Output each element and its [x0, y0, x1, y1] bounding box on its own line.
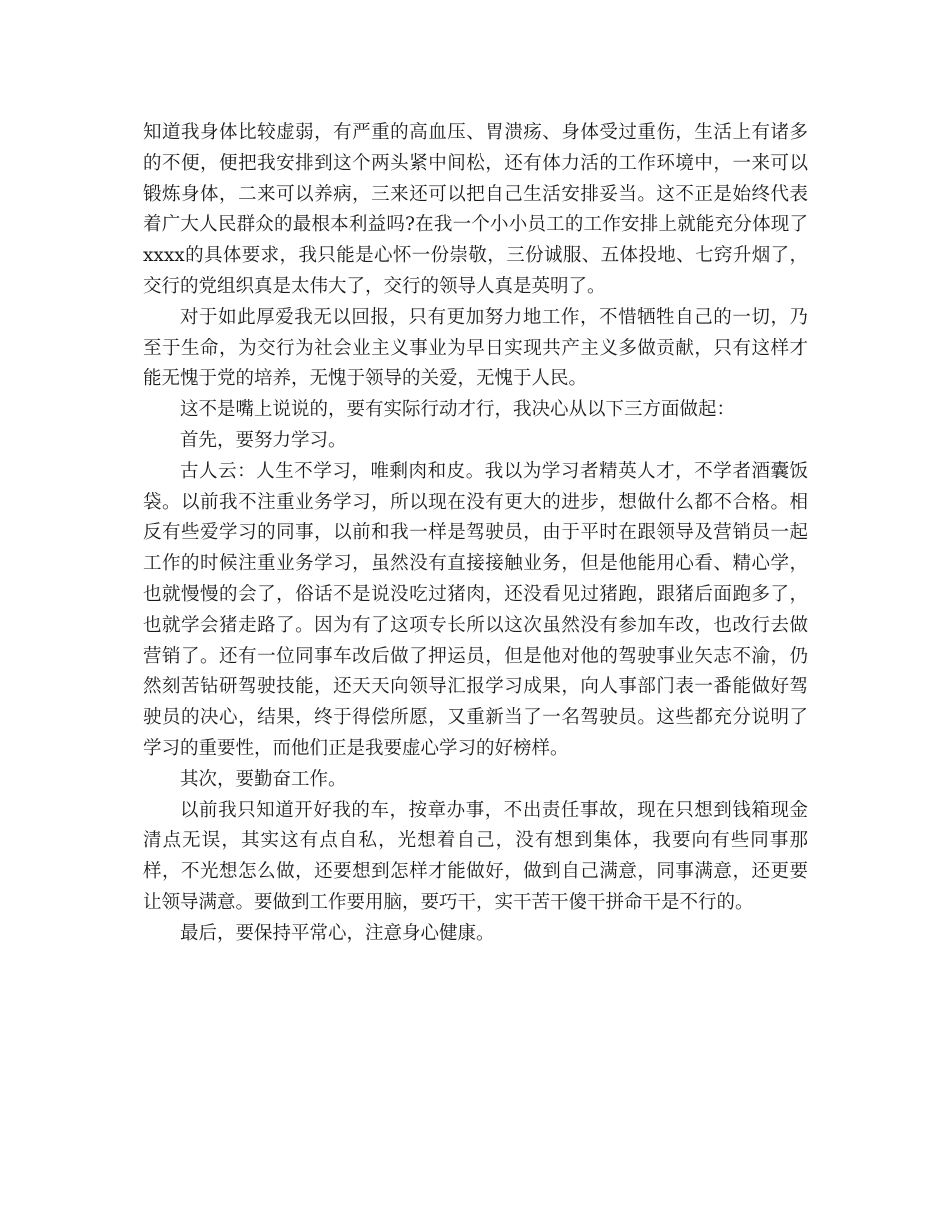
- paragraph-work: 以前我只知道开好我的车，按章办事，不出责任事故，现在只想到钱箱现金清点无误，其实这有点自私，光想着自己，没有想到集体，我要向有些同事那样，不光想怎么做，还要想到怎样才能做好，做到自己满意，同事满意，还更要让领导满意。要做到工作要用脑，要巧干，实干苦干傻干拼命干是不行的。: [143, 799, 808, 913]
- heading-second-work: 其次，要勤奋工作。: [180, 768, 347, 790]
- paragraph-continued: 知道我身体比较虚弱，有严重的高血压、胃溃疡、身体受过重伤，生活上有诸多的不便，便把我安排到这个两头紧中间松，还有体力活的工作环境中，一来可以锻炼身体，二来可以养病，三来还可以把自己生活安排妥当。这不正是始终代表着广大人民群众的最根本利益吗?在我一个小小员工的工作安排上就能充分体现了xxxx的具体要求，我只能是心怀一份崇敬，三份诚服、五体投地、七窍升烟了，交行的党组织真是太伟大了，交行的领导人真是英明了。: [143, 122, 808, 297]
- heading-first-study: 首先，要努力学习。: [180, 429, 347, 451]
- document-page: [143, 118, 808, 950]
- heading-last-health: 最后，要保持平常心，注意身心健康。: [180, 922, 495, 944]
- paragraph-resolution: 这不是嘴上说说的，要有实际行动才行，我决心从以下三方面做起：: [180, 399, 736, 421]
- paragraph-study: 古人云：人生不学习，唯剩肉和皮。我以为学习者精英人才，不学者酒囊饭袋。以前我不注重业务学习，所以现在没有更大的进步，想做什么都不合格。相反有些爱学习的同事，以前和我一样是驾驶员，由于平时在跟领导及营销员一起工作的时候注重业务学习，虽然没有直接接触业务，但是他能用心看、精心学，也就慢慢的会了，俗话不是说没吃过猪肉，还没看见过猪跑，跟猪后面跑多了，也就学会猪走路了。因为有了这项专长所以这次虽然没有参加车改，也改行去做营销了。还有一位同事车改后做了押运员，但是他对他的驾驶事业矢志不渝，仍然刻苦钻研驾驶技能，还天天向领导汇报学习成果，向人事部门表一番能做好驾驶员的决心，结果，终于得偿所愿，又重新当了一名驾驶员。这些都充分说明了学习的重要性，而他们正是我要虚心学习的好榜样。: [143, 460, 808, 759]
- paragraph-dedication: 对于如此厚爱我无以回报，只有更加努力地工作，不惜牺牲自己的一切，乃至于生命，为交行为社会业主义事业为早日实现共产主义多做贡献，只有这样才能无愧于党的培养，无愧于领导的关爱，无愧于人民。: [143, 306, 808, 390]
